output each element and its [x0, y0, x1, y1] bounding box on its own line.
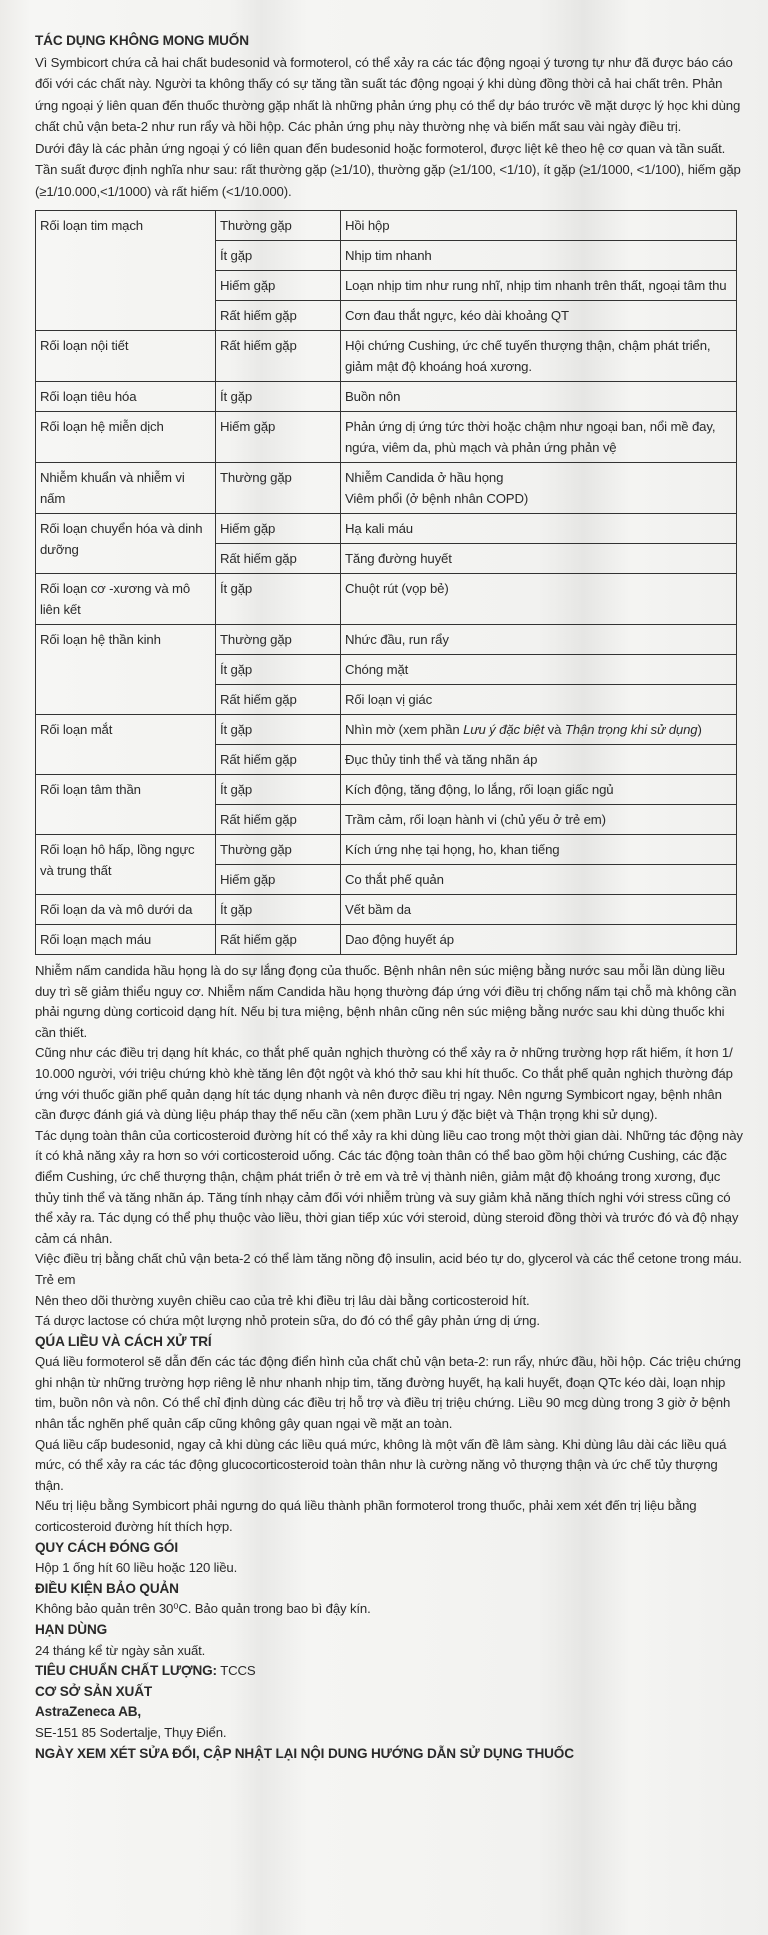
organ-system-cell: Nhiễm khuẩn và nhiễm vi nấm [36, 463, 216, 514]
frequency-cell: Ít gặp [216, 715, 341, 745]
frequency-cell: Rất hiếm gặp [216, 925, 341, 955]
effect-reference-italic: Lưu ý đặc biệt [463, 722, 545, 737]
effect-cell: Kích động, tăng động, lo lắng, rối loạn giấc ngủ [341, 775, 737, 805]
paragraph: Tác dụng toàn thân của corticosteroid đường hít có thể xảy ra khi dùng liều cao trong một thời gian dài. Những tác động này ít có khả năng xảy ra hơn so với corticosteroid uống. Các tác động toàn thân có thể bao gồm hội chứng Cushing, các đặc điểm Cushing, ức chế thượng thận, chậm phát triển ở trẻ em và trẻ vị thành niên, giảm mật độ khoáng trong xương, đục thủy tinh thể và tăng nhãn áp. Tăng tính nhạy cảm đối với nhiễm trùng và suy giảm khả năng thích nghi với stress cũng có thể xảy ra. Tác dụng có thể phụ thuộc vào liều, thời gian tiếp xúc với steroid, dùng steroid đồng thời và trước đó và độ nhạy cảm cá nhân. [35, 1127, 743, 1246]
leaflet-page [35, 30, 743, 1764]
effect-text: Nhìn mờ (xem phần [345, 722, 464, 737]
organ-system-cell: Rối loạn hệ thần kinh [36, 625, 216, 715]
table-row [36, 382, 737, 412]
frequency-cell: Rất hiếm gặp [216, 544, 341, 574]
table-row [36, 715, 737, 745]
organ-system-cell: Rối loạn nội tiết [36, 331, 216, 382]
frequency-cell: Rất hiếm gặp [216, 301, 341, 331]
frequency-cell: Ít gặp [216, 382, 341, 412]
leaflet-body [35, 961, 743, 1764]
frequency-cell: Thường gặp [216, 835, 341, 865]
section-heading: QUY CÁCH ĐÓNG GÓI [35, 1539, 178, 1555]
effect-cell: Kích ứng nhẹ tại họng, ho, khan tiếng [341, 835, 737, 865]
effect-cell: Hạ kali máu [341, 514, 737, 544]
table-row [36, 775, 737, 805]
effect-cell: Nhịp tim nhanh [341, 241, 737, 271]
table-row [36, 625, 737, 655]
organ-system-cell: Rối loạn hô hấp, lồng ngực và trung thất [36, 835, 216, 895]
section-heading: QÚA LIỀU VÀ CÁCH XỬ TRÍ [35, 1333, 212, 1349]
section-heading: NGÀY XEM XÉT SỬA ĐỔI, CẬP NHẬT LẠI NỘI DUNG HƯỚNG DẪN SỬ DỤNG THUỐC [35, 1745, 574, 1761]
table-row [36, 412, 737, 463]
frequency-cell: Ít gặp [216, 574, 341, 625]
effect-cell: Nhiễm Candida ở hầu họng Viêm phổi (ở bệnh nhân COPD) [341, 463, 737, 514]
organ-system-cell: Rối loạn cơ -xương và mô liên kết [36, 574, 216, 625]
effect-cell: Chuột rút (vọp bẻ) [341, 574, 737, 625]
effect-cell: Co thắt phế quản [341, 865, 737, 895]
table-row [36, 574, 737, 625]
effect-cell: Đục thủy tinh thể và tăng nhãn áp [341, 745, 737, 775]
paragraph: Dưới đây là các phản ứng ngoại ý có liên quan đến budesonid hoặc formoterol, được liệt kê theo hệ cơ quan và tần suất. Tần suất được định nghĩa như sau: rất thường gặp (≥1/10), thường gặp (≥1/100, <1/10), ít gặp (≥1/1000, <1/100), hiếm gặp (≥1/10.000,<1/1000) và rất hiếm (<1/10.000). [35, 140, 741, 199]
frequency-cell: Thường gặp [216, 211, 341, 241]
section-heading: HẠN DÙNG [35, 1622, 108, 1637]
paragraph: Cũng như các điều trị dạng hít khác, co thắt phế quản nghịch thường có thể xảy ra ở những trường hợp rất hiếm, ít hơn 1/ 10.000 người, với triệu chứng khò khè tăng lên đột ngột và khó thở sau khi hít thuốc. Co thắt phế quản nghịch thường đáp ứng với thuốc giãn phế quản dạng hít tác dụng nhanh và nên được điều trị ngay. Nên ngưng Symbicort ngay, bệnh nhân cần được đánh giá và dùng liệu pháp thay thế nếu cần (xem phần Lưu ý đặc biệt và Thận trọng khi sử dụng). [35, 1045, 733, 1123]
table-row [36, 925, 737, 955]
frequency-cell: Rất hiếm gặp [216, 331, 341, 382]
frequency-cell: Ít gặp [216, 241, 341, 271]
organ-system-cell: Rối loạn tâm thần [36, 775, 216, 835]
effect-cell: Rối loạn vị giác [341, 685, 737, 715]
paragraph: Nếu trị liệu bằng Symbicort phải ngưng do quá liều thành phần formoterol trong thuốc, phải xem xét đến trị liệu bằng corticosteroid đường hít thích hợp. [35, 1498, 697, 1535]
effect-reference-italic: Thận trọng khi sử dụng [564, 722, 698, 737]
table-row [36, 514, 737, 544]
effect-cell: Hồi hộp [341, 211, 737, 241]
frequency-cell: Rất hiếm gặp [216, 685, 341, 715]
organ-system-cell: Rối loạn mạch máu [36, 925, 216, 955]
paragraph: Nhiễm nấm candida hầu họng là do sự lắng đọng của thuốc. Bệnh nhân nên súc miệng bằng nước sau mỗi lần dùng liều duy trì sẽ giảm thiểu nguy cơ. Nhiễm nấm Candida hầu họng thường đáp ứng với điều trị chống nấm tại chỗ mà không cần phải ngưng dùng corticoid dạng hít. Nếu bị tưa miệng, bệnh nhân cũng nên súc miệng bằng nước sau khi dùng thuốc khi cần thiết. [35, 963, 737, 1040]
table-row [36, 211, 737, 241]
frequency-cell: Ít gặp [216, 655, 341, 685]
section-heading: TIÊU CHUẨN CHẤT LƯỢNG: [35, 1663, 217, 1679]
section-heading: ĐIỀU KIỆN BẢO QUẢN [35, 1580, 179, 1596]
paragraph: Quá liều formoterol sẽ dẫn đến các tác động điển hình của chất chủ vận beta-2: run rẩy, nhức đầu, hồi hộp. Các triệu chứng ghi nhận từ những trường hợp riêng lẻ như nhanh nhịp tim, tăng đường huyết, hạ kali huyết, đoạn QTc kéo dài, loạn nhịp tim, buồn nôn và nôn. Có thể chỉ định dùng các điều trị hỗ trợ và điều trị triệu chứng. Liều 90 mcg dùng trong 3 giờ ở bệnh nhân tắc nghẽn phế quản cấp cũng không gây quan ngại về mặt an toàn. [35, 1354, 741, 1432]
adverse-effects-table [35, 210, 737, 955]
frequency-cell: Rất hiếm gặp [216, 745, 341, 775]
paragraph: Trẻ em [35, 1271, 76, 1287]
frequency-cell: Thường gặp [216, 463, 341, 514]
paragraph: Hộp 1 ống hít 60 liều hoặc 120 liều. [35, 1560, 238, 1576]
effect-cell: Vết bầm da [341, 895, 737, 925]
frequency-cell: Ít gặp [216, 775, 341, 805]
frequency-cell: Hiếm gặp [216, 865, 341, 895]
effect-cell: Hội chứng Cushing, ức chế tuyến thượng thận, chậm phát triển, giảm mật độ khoáng hoá xương. [341, 331, 737, 382]
effect-text: ) [697, 722, 702, 737]
organ-system-cell: Rối loạn hệ miễn dịch [36, 412, 216, 463]
quality-standard-value: TCCS [216, 1663, 256, 1679]
paragraph: Không bảo quản trên 30⁰C. Bảo quản trong bao bì đậy kín. [35, 1601, 371, 1617]
table-row [36, 895, 737, 925]
organ-system-cell: Rối loạn chuyển hóa và dinh dưỡng [36, 514, 216, 574]
effect-text: và [547, 722, 562, 737]
paragraph: SE-151 85 Sodertalje, Thụy Điển. [35, 1724, 227, 1740]
effect-cell [341, 715, 737, 745]
organ-system-cell: Rối loạn da và mô dưới da [36, 895, 216, 925]
effect-cell: Tăng đường huyết [341, 544, 737, 574]
paragraph: Tá dược lactose có chứa một lượng nhỏ protein sữa, do đó có thể gây phản ứng dị ứng. [35, 1313, 540, 1329]
effect-cell: Chóng mặt [341, 655, 737, 685]
frequency-cell: Hiếm gặp [216, 271, 341, 301]
table-row [36, 463, 737, 514]
section-heading-adverse-effects: TÁC DỤNG KHÔNG MONG MUỐN [35, 33, 249, 48]
frequency-cell: Thường gặp [216, 625, 341, 655]
frequency-cell: Ít gặp [216, 895, 341, 925]
effect-cell: Dao động huyết áp [341, 925, 737, 955]
paragraph: Nên theo dõi thường xuyên chiều cao của trẻ khi điều trị lâu dài bằng corticosteroid hít. [35, 1292, 530, 1308]
table-row [36, 331, 737, 382]
effect-cell: Nhức đầu, run rẩy [341, 625, 737, 655]
effect-cell: Loạn nhịp tim như rung nhĩ, nhịp tim nhanh trên thất, ngoại tâm thu [341, 271, 737, 301]
paragraph: Vì Symbicort chứa cả hai chất budesonid và formoterol, có thể xảy ra các tác động ngoại ý tương tự như đã được báo cáo đối với các chất này. Người ta không thấy có sự tăng tần suất tác động ngoại ý khi dùng đồng thời cả hai chất trên. Phản ứng ngoại ý liên quan đến thuốc thường gặp nhất là những phản ứng phụ có thể dự báo trước về mặt dược lý học khi dùng chất chủ vận beta-2 như run rẩy và hồi hộp. Các phản ứng phụ này thường nhẹ và biến mất sau vài ngày điều trị. [35, 54, 741, 134]
effect-cell: Buồn nôn [341, 382, 737, 412]
quality-standard-line [35, 1661, 743, 1682]
effect-cell: Phản ứng dị ứng tức thời hoặc chậm như ngoại ban, nổi mề đay, ngứa, viêm da, phù mạch và phản ứng phản vệ [341, 412, 737, 463]
table-row [36, 835, 737, 865]
effect-cell: Trầm cảm, rối loạn hành vi (chủ yếu ở trẻ em) [341, 805, 737, 835]
paragraph: 24 tháng kể từ ngày sản xuất. [35, 1642, 206, 1658]
effect-cell: Cơn đau thắt ngực, kéo dài khoảng QT [341, 301, 737, 331]
organ-system-cell: Rối loạn tiêu hóa [36, 382, 216, 412]
paragraph: Quá liều cấp budesonid, ngay cả khi dùng các liều quá mức, không là một vấn đề lâm sàng. Khi dùng lâu dài các liều quá mức, có thể xảy ra các tác động glucocorticosteroid toàn thân như là cường năng vỏ thượng thận và ức chế tủy thượng thận. [35, 1436, 727, 1493]
frequency-cell: Hiếm gặp [216, 514, 341, 544]
paragraph: Việc điều trị bằng chất chủ vận beta-2 có thể làm tăng nồng độ insulin, acid béo tự do, glycerol và các thể cetone trong máu. [35, 1251, 742, 1267]
organ-system-cell: Rối loạn mắt [36, 715, 216, 775]
section-heading: CƠ SỞ SẢN XUẤT [35, 1683, 153, 1699]
frequency-cell: Hiếm gặp [216, 412, 341, 463]
frequency-cell: Rất hiếm gặp [216, 805, 341, 835]
organ-system-cell: Rối loạn tim mạch [36, 211, 216, 331]
section-heading: AstraZeneca AB, [35, 1704, 142, 1720]
